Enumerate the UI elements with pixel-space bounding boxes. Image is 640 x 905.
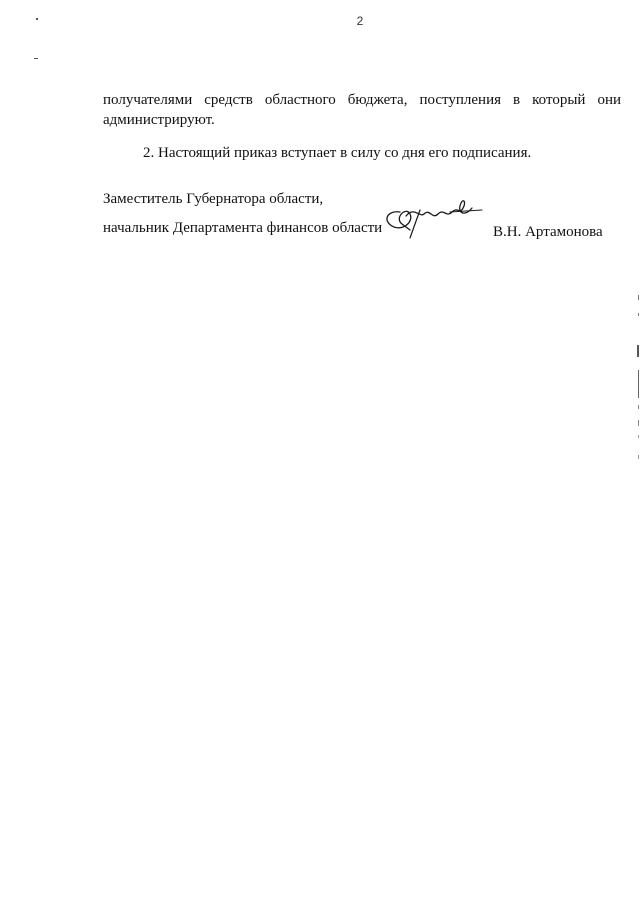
signatory-position-line1: Заместитель Губернатора области, (103, 191, 324, 207)
paragraph-continuation: получателями средств областного бюджета, поступления в который они администрируют. (103, 92, 621, 128)
scan-speck (34, 58, 38, 59)
paragraph-effective-date: 2. Настоящий приказ вступает в силу со дня его подписания. (143, 145, 532, 161)
signatory-position-line2: начальник Департамента финансов области (103, 220, 383, 236)
scan-speck (36, 18, 38, 20)
handwritten-signature (380, 192, 485, 242)
scan-edge-marks (636, 295, 640, 470)
signatory-name: В.Н. Артамонова (493, 224, 603, 240)
page-number: 2 (356, 14, 364, 28)
